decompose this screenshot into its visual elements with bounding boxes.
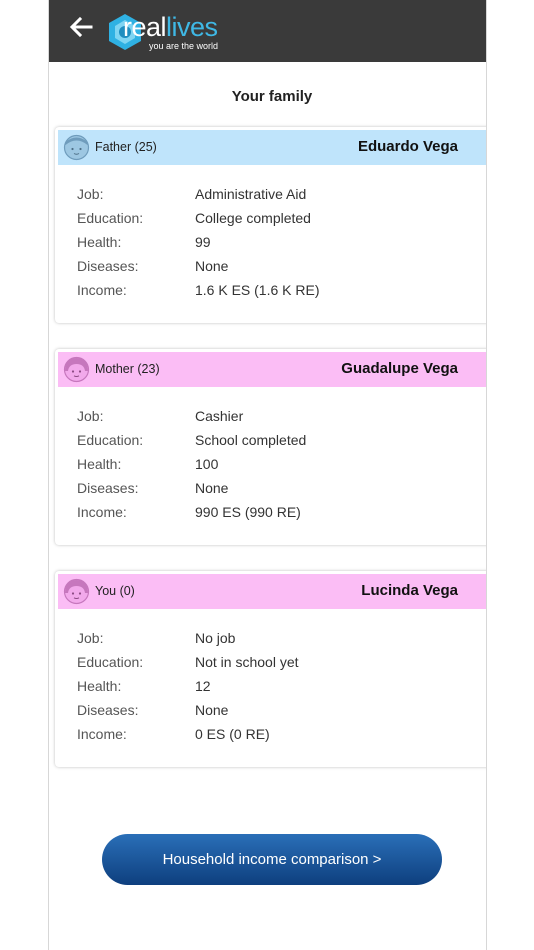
member-name: Guadalupe Vega <box>341 360 458 377</box>
back-button[interactable] <box>65 12 97 42</box>
health-label: Health: <box>77 456 122 472</box>
job-label: Job: <box>77 408 104 424</box>
card-header <box>58 574 487 609</box>
member-name: Eduardo Vega <box>357 138 458 155</box>
app-screen <box>48 0 487 950</box>
job-value: No job <box>195 630 236 646</box>
job-value: Cashier <box>195 408 244 424</box>
member-role: Father (25) <box>95 140 157 154</box>
diseases-value: None <box>195 702 229 718</box>
education-value: Not in school yet <box>195 654 299 670</box>
family-member-card <box>55 349 487 545</box>
logo-real: real <box>123 12 167 42</box>
boy-face-icon <box>63 134 90 161</box>
job-label: Job: <box>77 630 104 646</box>
education-label: Education: <box>77 432 144 448</box>
card-header <box>58 130 487 165</box>
page-title: Your family <box>231 88 313 105</box>
reallives-logo <box>105 10 235 54</box>
income-label: Income: <box>77 504 127 520</box>
diseases-label: Diseases: <box>77 258 139 274</box>
card-header <box>58 352 487 387</box>
education-label: Education: <box>77 210 144 226</box>
education-value: College completed <box>195 210 311 226</box>
family-member-card <box>55 571 487 767</box>
logo-tagline: you are the world <box>149 41 219 51</box>
income-value: 0 ES (0 RE) <box>195 726 270 742</box>
girl-face-icon <box>63 356 90 383</box>
health-value: 12 <box>195 678 211 694</box>
household-income-comparison-button[interactable]: Household income comparison > <box>102 834 442 885</box>
education-value: School completed <box>195 432 307 448</box>
girl-face-icon <box>63 578 90 605</box>
logo-lives: lives <box>166 12 218 42</box>
top-bar <box>49 0 486 62</box>
diseases-label: Diseases: <box>77 702 139 718</box>
diseases-label: Diseases: <box>77 480 139 496</box>
family-member-card <box>55 127 487 323</box>
arrow-left-icon <box>65 12 97 42</box>
health-value: 99 <box>195 234 211 250</box>
health-label: Health: <box>77 234 122 250</box>
diseases-value: None <box>195 480 229 496</box>
job-label: Job: <box>77 186 104 202</box>
income-value: 990 ES (990 RE) <box>195 504 301 520</box>
member-name: Lucinda Vega <box>361 582 458 599</box>
job-value: Administrative Aid <box>195 186 307 202</box>
member-role: Mother (23) <box>95 362 160 376</box>
logo-wordmark <box>123 12 218 42</box>
income-label: Income: <box>77 726 127 742</box>
income-value: 1.6 K ES (1.6 K RE) <box>195 282 320 298</box>
health-label: Health: <box>77 678 122 694</box>
member-role: You (0) <box>95 584 135 598</box>
health-value: 100 <box>195 456 219 472</box>
income-label: Income: <box>77 282 127 298</box>
diseases-value: None <box>195 258 229 274</box>
education-label: Education: <box>77 654 144 670</box>
